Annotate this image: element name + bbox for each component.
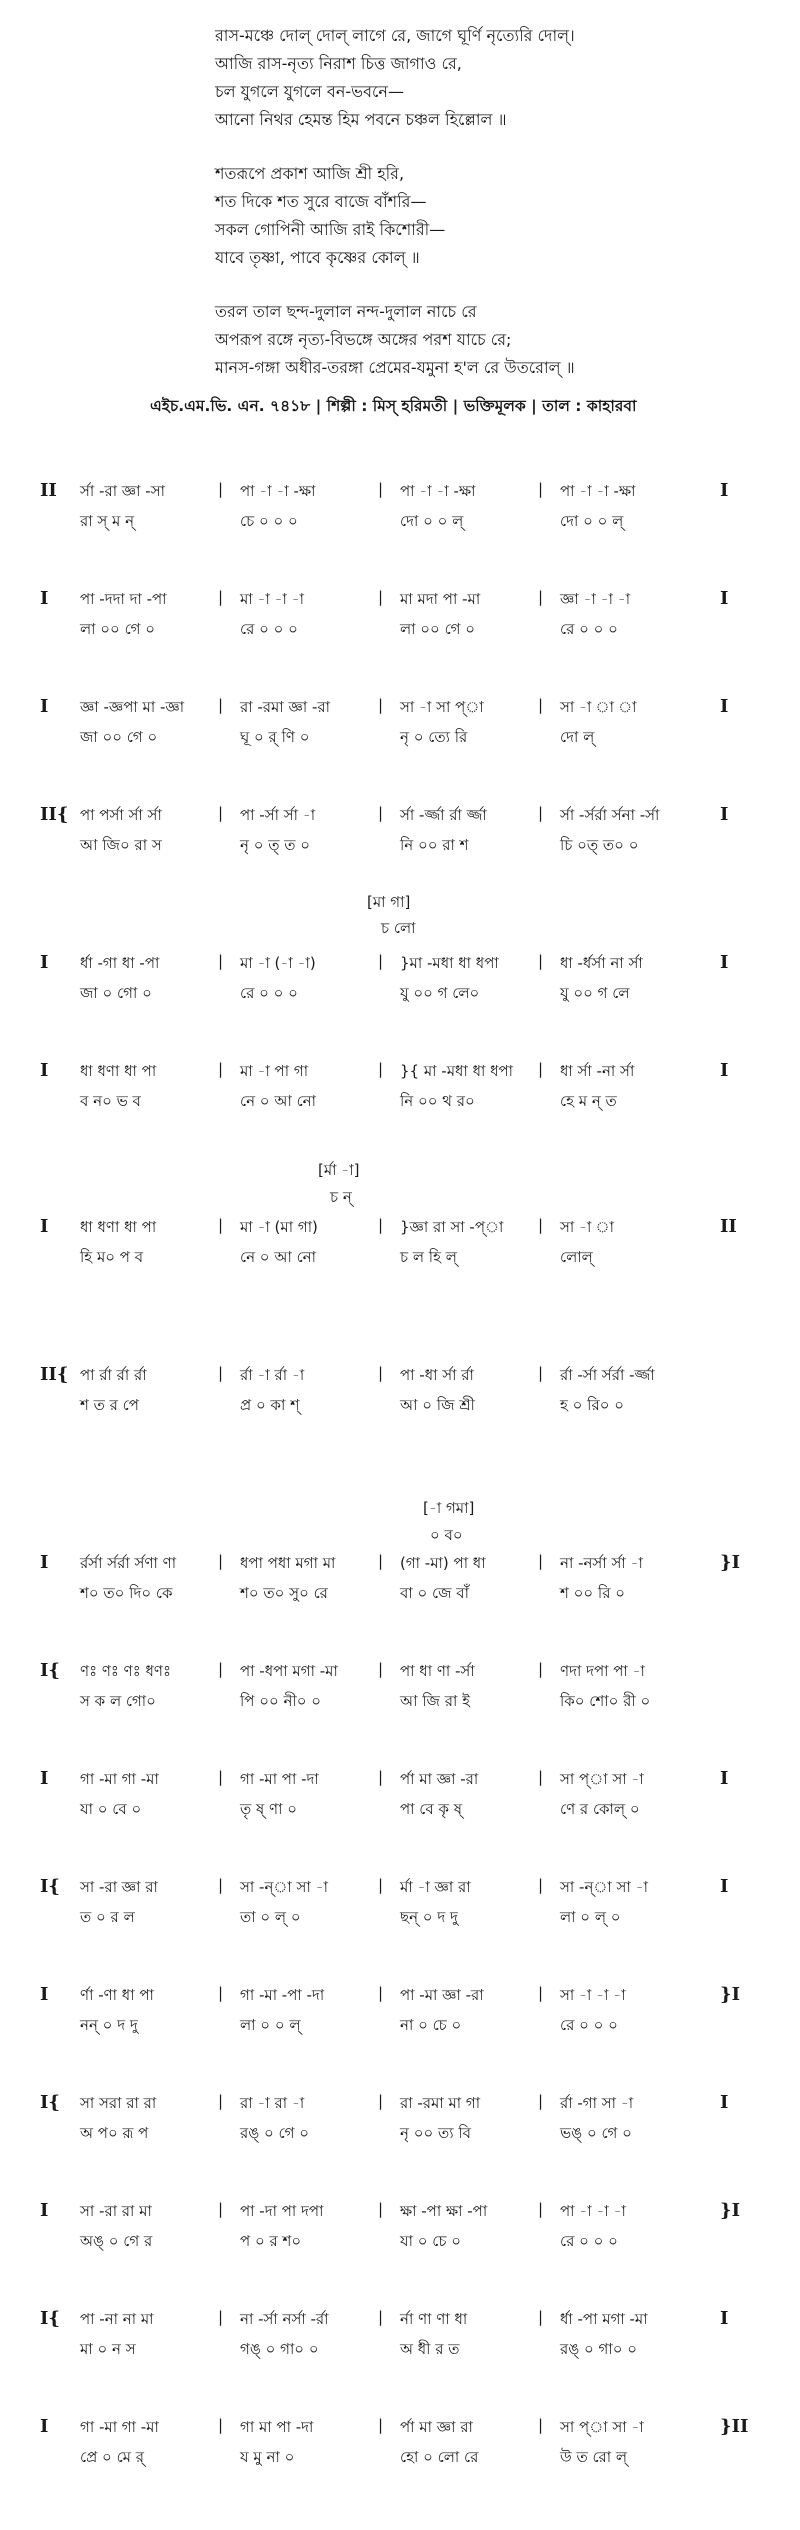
swara-cell: গা -মা পা -দা: [240, 1770, 319, 1788]
bar-start-marker: I: [40, 588, 49, 609]
syllable-line: [40, 1906, 770, 1932]
swara-cell: র্রর্সা র্সর্রা র্সণা ণা: [80, 1554, 177, 1572]
bar-divider: |: [218, 1984, 224, 2002]
syllable-line: [40, 2446, 770, 2472]
swara-cell: পা -র্সা র্সা -া: [240, 806, 316, 824]
swara-line: [40, 1364, 770, 1390]
syllable-cell: রঙ্ ০ গে ০: [240, 2124, 309, 2142]
syllable-line: [40, 2338, 770, 2364]
bar-divider: |: [378, 1216, 384, 1234]
bar-start-marker: I: [40, 1984, 49, 2005]
swara-cell: র্রা -গা সা -া: [560, 2094, 634, 2112]
syllable-cell: আ ০ জি শ্রী: [400, 1396, 475, 1414]
syllable-cell: শ০ ত০ দি০ কে: [80, 1584, 173, 1602]
syllable-cell: নৃ ০ ত্যে রি: [400, 728, 468, 746]
syllable-cell: নে ০ আ নো: [240, 1248, 316, 1266]
swara-cell: গা মা পা -দা: [240, 2418, 314, 2436]
swara-line: [40, 804, 770, 830]
swara-line: [40, 2200, 770, 2226]
syllable-cell: তা ০ ল্ ০: [240, 1908, 301, 1926]
notation-row: [40, 1984, 770, 2044]
swara-cell: সা -ন্া সা -া: [560, 1878, 648, 1896]
bar-start-marker: I: [40, 1552, 49, 1573]
syllable-cell: লা ০ ০ ল্: [240, 2016, 301, 2034]
bar-divider: |: [538, 1984, 544, 2002]
song-lyrics: [215, 22, 735, 408]
swara-cell: র্সা -রা জ্ঞা -সা: [80, 482, 165, 500]
bar-end-marker: }I: [720, 2200, 740, 2221]
syllable-cell: লা ০ ল্ ০: [560, 1908, 621, 1926]
bar-divider: |: [218, 588, 224, 606]
syllable-cell: রে ০ ০ ০: [560, 2232, 618, 2250]
syllable-cell: ত ০ র ল: [80, 1908, 135, 1926]
swara-cell: সা -া া: [560, 1218, 614, 1236]
swara-cell: ধা ধণা ধা পা: [80, 1062, 157, 1080]
swara-cell: সা -া া া: [560, 698, 637, 716]
bar-start-marker: I{: [40, 1660, 60, 1681]
syllable-cell: হি ম০ প ব: [80, 1248, 144, 1266]
bar-divider: |: [378, 588, 384, 606]
syllable-cell: যু ০০ গ লে: [560, 984, 630, 1002]
bar-start-marker: I: [40, 2416, 49, 2437]
bar-divider: |: [538, 2416, 544, 2434]
swara-cell: না -নর্সা র্সা -া: [560, 1554, 643, 1572]
syllable-cell: মা ০ ন স: [80, 2340, 136, 2358]
bar-divider: |: [378, 2092, 384, 2110]
lyric-line: তরল তাল ছন্দ-দুলাল নন্দ-দুলাল নাচে রে: [215, 302, 477, 321]
syllable-cell: পি ০০ নী০ ০: [240, 1692, 322, 1710]
bar-divider: |: [218, 952, 224, 970]
syllable-line: [40, 618, 770, 644]
bar-divider: |: [218, 2092, 224, 2110]
swara-cell: পা -ধপা মগা -মা: [240, 1662, 338, 1680]
swara-cell: না -র্সা নর্সা -র্রা: [240, 2310, 329, 2328]
notation-row: [40, 1060, 770, 1120]
bar-divider: |: [218, 1552, 224, 1570]
syllable-cell: দো ল্: [560, 728, 595, 746]
notation-row: [40, 804, 770, 864]
swara-cell: র্রা -া র্রা -া: [240, 1366, 305, 1384]
syllable-cell: নৃ ০ ত্ ত ০: [240, 836, 311, 854]
swara-cell: র্পা মা জ্ঞা -রা: [400, 1770, 479, 1788]
bar-divider: |: [378, 1364, 384, 1382]
syllable-cell: রে ০ ০ ০: [560, 620, 618, 638]
swara-cell: ধা র্সা -না র্সা: [560, 1062, 635, 1080]
swara-cell: }মা -মধা ধা ধপা: [400, 954, 499, 972]
swara-cell: মা -া পা গা: [240, 1062, 309, 1080]
syllable-line: [40, 510, 770, 536]
lyric-line: শত দিকে শত সুরে বাজে বাঁশরি—: [215, 192, 427, 211]
syllable-cell: পা বে কৃ ষ্: [400, 1800, 463, 1818]
swara-cell: ধা ধণা ধা পা: [80, 1218, 157, 1236]
syllable-cell: গঙ্ ০ গা০ ০: [240, 2340, 319, 2358]
bar-divider: |: [218, 480, 224, 498]
syllable-cell: বা ০ জে বাঁ: [400, 1584, 469, 1602]
bar-end-marker: I: [720, 480, 729, 501]
bar-start-marker: I{: [40, 2092, 60, 2113]
syllable-cell: রে ০ ০ ০: [240, 620, 298, 638]
swara-cell: ধপা পধা মগা মা: [240, 1554, 336, 1572]
notation-row: [40, 1552, 770, 1612]
bar-divider: |: [538, 588, 544, 606]
swara-cell: রা -রমা মা গা: [400, 2094, 481, 2112]
swara-cell: পা -া -া -ক্ষা: [560, 482, 636, 500]
bar-start-marker: I: [40, 696, 49, 717]
notation-row: [40, 696, 770, 756]
syllable-cell: রঙ্ ০ গা০ ০: [560, 2340, 637, 2358]
syllable-cell: শ ০০ রি ০: [560, 1584, 625, 1602]
syllable-cell: আ জি রা ই: [400, 1692, 470, 1710]
swara-cell: পা -দা পা দপা: [240, 2202, 324, 2220]
bar-start-marker: I: [40, 1216, 49, 1237]
syllable-cell: যা ০ চে ০: [400, 2232, 461, 2250]
syllable-cell: ভঙ্ ০ গে ০: [560, 2124, 632, 2142]
syllable-line: [40, 2230, 770, 2256]
syllable-cell: ব ন০ ভ ব: [80, 1092, 141, 1110]
swara-cell: র্রা -র্সা র্সর্রা -র্জ্জা: [560, 1366, 655, 1384]
syllable-cell: শ ত র পে: [80, 1396, 139, 1414]
swara-cell: সা -া সা প্া: [400, 698, 484, 716]
swara-line: [40, 1216, 770, 1242]
syllable-line: [40, 726, 770, 752]
swara-line: [40, 480, 770, 506]
bar-divider: |: [218, 2308, 224, 2326]
swara-cell: র্ধা -গা ধা -পা: [80, 954, 160, 972]
syllable-cell: য মু না ০: [240, 2448, 295, 2466]
bar-divider: |: [538, 2200, 544, 2218]
syllable-cell: অ প০ রূ প: [80, 2124, 149, 2142]
syllable-cell: অ ধী র ত: [400, 2340, 460, 2358]
syllable-line: [40, 1090, 770, 1116]
notation-row: [40, 480, 770, 540]
syllable-cell: লোল্: [560, 1248, 593, 1266]
swara-cell: র্সা -র্জ্জা র্রা র্জ্জা: [400, 806, 487, 824]
swara-cell: ক্ষা -পা ক্ষা -পা: [400, 2202, 488, 2220]
syllable-cell: স ক ল গো০: [80, 1692, 156, 1710]
syllable-cell: চি ০ত্ ত০ ০: [560, 836, 639, 854]
syllable-cell: যু ০০ গ লে০: [400, 984, 480, 1002]
bar-divider: |: [378, 2416, 384, 2434]
bar-divider: |: [378, 952, 384, 970]
bar-end-marker: I: [720, 1060, 729, 1081]
syllable-cell: নৃ ০০ ত্য বি: [400, 2124, 472, 2142]
lyric-line: মানস-গঙ্গা অধীর-তরঙ্গা প্রেমের-যমুনা হ'ল রে উতরোল্ ॥: [215, 358, 575, 377]
swara-line: [40, 696, 770, 722]
swara-cell: ধা -র্ধর্সা না র্সা: [560, 954, 643, 972]
notation-row: [40, 2200, 770, 2260]
swara-cell: মা -া -া -া: [240, 590, 305, 608]
bar-divider: |: [538, 804, 544, 822]
stanza: [215, 22, 735, 134]
notation-row: [40, 952, 770, 1012]
bar-end-marker: I: [720, 804, 729, 825]
swara-cell: গা -মা -পা -দা: [240, 1986, 325, 2004]
syllable-cell: জা ০ গো ০: [80, 984, 152, 1002]
bar-divider: |: [218, 1768, 224, 1786]
syllable-cell: লা ০০ গে ০: [400, 620, 476, 638]
bar-end-marker: I: [720, 2308, 729, 2329]
swara-cell: পা -া -া -ক্ষা: [240, 482, 316, 500]
bar-start-marker: II: [40, 480, 57, 501]
bar-divider: |: [218, 1876, 224, 1894]
lyric-line: অপরূপ রঙ্গে নৃত্য-বিভঙ্গে অঙ্গের পরশ যাচে রে;: [215, 330, 512, 349]
bar-divider: |: [218, 1216, 224, 1234]
bar-divider: |: [538, 1660, 544, 1678]
syllable-line: [40, 1798, 770, 1824]
swara-line: [40, 1060, 770, 1086]
lyric-line: সকল গোপিনী আজি রাই কিশোরী—: [215, 220, 446, 239]
swara-line: [40, 1768, 770, 1794]
swara-line: [40, 588, 770, 614]
syllable-cell: হে ম ন্ ত: [560, 1092, 617, 1110]
bar-divider: |: [378, 1876, 384, 1894]
bar-divider: |: [378, 1768, 384, 1786]
bar-end-marker: }II: [720, 2416, 749, 2437]
swara-cell: র্ধা -পা মগা -মা: [560, 2310, 648, 2328]
swara-cell: ণঃ ণঃ ণঃ ধণঃ: [80, 1662, 171, 1680]
swara-cell: পা -া -া -া: [560, 2202, 626, 2220]
syllable-cell: নি ০০ থ র০: [400, 1092, 475, 1110]
bar-divider: |: [378, 1984, 384, 2002]
syllable-cell: দো ০ ০ ল্: [400, 512, 464, 530]
syllable-line: [40, 2122, 770, 2148]
syllable-cell: উ ত রো ল্: [560, 2448, 628, 2466]
bar-divider: |: [538, 1216, 544, 1234]
bar-end-marker: }I: [720, 1984, 740, 2005]
syllable-cell: না ০ চে ০: [400, 2016, 462, 2034]
syllable-cell: নি ০০ রা শ: [400, 836, 469, 854]
swara-line: [40, 952, 770, 978]
bar-end-marker: I: [720, 1768, 729, 1789]
swara-cell: র্সা -র্সর্রা র্সনা -র্সা: [560, 806, 660, 824]
bar-divider: |: [218, 2416, 224, 2434]
syllable-cell: যা ০ বে ০: [80, 1800, 142, 1818]
syllable-cell: কি০ শো০ রী ০: [560, 1692, 651, 1710]
lyric-line: যাবে তৃষ্ণা, পাবে কৃষ্ণের কোল্ ॥: [215, 248, 420, 267]
syllable-cell: রে ০ ০ ০: [560, 2016, 618, 2034]
syllable-cell: শ০ ত০ সু০ রে: [240, 1584, 328, 1602]
bar-divider: |: [378, 696, 384, 714]
lyric-line: আনো নিথর হেমন্ত হিম পবনে চঞ্চল হিল্লোল ॥: [215, 110, 507, 129]
syllable-cell: হো ০ লো রে: [400, 2448, 479, 2466]
swara-cell: রা -রমা জ্ঞা -রা: [240, 698, 330, 716]
swara-cell: মা -া (মা গা): [240, 1218, 318, 1236]
notation-row: [40, 2092, 770, 2152]
syllable-cell: ণে র কোল্ ০: [560, 1800, 640, 1818]
syllable-cell: হ ০ রি০ ০: [560, 1396, 624, 1414]
swara-cell: সা -রা রা মা: [80, 2202, 152, 2220]
syllable-cell: চ ল হি ল্: [400, 1248, 457, 1266]
swara-line: [40, 1984, 770, 2010]
record-info: এইচ.এম.ভি. এন. ৭৪১৮ | শিল্পী : মিস্ হরিমতী | ভক্তিমূলক | তাল : কাহারবা: [150, 397, 637, 415]
annotation: [-া গমা]: [423, 1499, 475, 1517]
annotation: চ লো: [381, 919, 416, 937]
stanza: [215, 298, 735, 382]
swara-cell: পা -মা জ্ঞা -রা: [400, 1986, 484, 2004]
bar-end-marker: I: [720, 952, 729, 973]
swara-cell: পা -ধা র্সা র্রা: [400, 1366, 474, 1384]
swara-cell: }জ্ঞা রা সা -প্া: [400, 1218, 504, 1236]
syllable-line: [40, 1582, 770, 1608]
swara-line: [40, 2416, 770, 2442]
bar-start-marker: II{: [40, 804, 69, 825]
swara-line: [40, 2092, 770, 2118]
bar-divider: |: [538, 1364, 544, 1382]
swara-line: [40, 1876, 770, 1902]
notation-row: [40, 2416, 770, 2476]
syllable-cell: তৃ ষ্ ণা ০: [240, 1800, 298, 1818]
swara-cell: জ্ঞা -জ্ঞপা মা -জ্ঞা: [80, 698, 185, 716]
syllable-cell: নে ০ আ নো: [240, 1092, 316, 1110]
swara-cell: পা -দদা দা -পা: [80, 590, 167, 608]
notation-row: [40, 1876, 770, 1936]
bar-divider: |: [218, 804, 224, 822]
bar-divider: |: [538, 1876, 544, 1894]
swara-cell: সা প্া সা -া: [560, 2418, 644, 2436]
bar-divider: |: [218, 696, 224, 714]
bar-divider: |: [378, 1660, 384, 1678]
bar-divider: |: [538, 952, 544, 970]
bar-divider: |: [218, 2200, 224, 2218]
syllable-cell: নন্ ০ দ দু: [80, 2016, 138, 2034]
syllable-cell: ছন্ ০ দ দু: [400, 1908, 458, 1926]
bar-divider: |: [218, 1364, 224, 1382]
bar-divider: |: [378, 2308, 384, 2326]
syllable-line: [40, 1690, 770, 1716]
bar-end-marker: I: [720, 1876, 729, 1897]
swara-cell: সা -ন্া সা -া: [240, 1878, 328, 1896]
bar-end-marker: }I: [720, 1552, 740, 1573]
swara-cell: পা র্রা র্রা র্রা: [80, 1366, 147, 1384]
bar-divider: |: [378, 804, 384, 822]
stanza: [215, 160, 735, 272]
notation-row: [40, 1216, 770, 1276]
swara-cell: পা ধা ণা -র্সা: [400, 1662, 475, 1680]
bar-end-marker: II: [720, 1216, 737, 1237]
notation-row: [40, 1364, 770, 1424]
bar-divider: |: [538, 1552, 544, 1570]
lyric-line: রাস-মঞ্চে দোল্ দোল্ লাগে রে, জাগে ঘূর্ণি নৃত্যেরি দোল্।: [215, 26, 575, 45]
swara-line: [40, 2308, 770, 2334]
bar-divider: |: [218, 1660, 224, 1678]
swara-cell: সা -া -া -া: [560, 1986, 626, 2004]
swara-cell: পা পর্সা র্সা র্সা: [80, 806, 162, 824]
syllable-line: [40, 2014, 770, 2040]
bar-start-marker: I: [40, 1768, 49, 1789]
swara-cell: গা -মা গা -মা: [80, 2418, 159, 2436]
bar-end-marker: I: [720, 2092, 729, 2113]
syllable-cell: প ০ র শ০: [240, 2232, 302, 2250]
syllable-line: [40, 1246, 770, 1272]
swara-cell: ণদা দপা পা -া: [560, 1662, 645, 1680]
bar-divider: |: [378, 1552, 384, 1570]
bar-divider: |: [378, 1060, 384, 1078]
swara-cell: র্না ণা ণা ধা: [400, 2310, 468, 2328]
swara-cell: মা মদা পা -মা: [400, 590, 481, 608]
notation-row: [40, 588, 770, 648]
lyric-line: চল যুগলে যুগলে বন-ভবনে—: [215, 82, 404, 101]
swara-cell: র্পা মা জ্ঞা রা: [400, 2418, 473, 2436]
swara-cell: সা প্া সা -া: [560, 1770, 644, 1788]
swara-cell: র্মা -া জ্ঞা রা: [400, 1878, 471, 1896]
bar-divider: |: [378, 2200, 384, 2218]
swara-cell: মা -া (-া -া): [240, 954, 316, 972]
syllable-cell: আ জি০ রা স: [80, 836, 162, 854]
bar-divider: |: [538, 696, 544, 714]
notation-row: [40, 1768, 770, 1828]
syllable-cell: লা ০০ গে ০: [80, 620, 156, 638]
bar-divider: |: [218, 1060, 224, 1078]
bar-divider: |: [538, 1768, 544, 1786]
syllable-cell: ঘূ ০ র্ ণি ০: [240, 728, 310, 746]
swara-cell: পা -া -া -ক্ষা: [400, 482, 476, 500]
bar-start-marker: I: [40, 952, 49, 973]
lyric-line: আজি রাস-নৃত্য নিরাশ চিত্ত জাগাও রে,: [215, 54, 462, 73]
notation-row: [40, 2308, 770, 2368]
annotation: চ ন্: [330, 1188, 352, 1206]
swara-line: [40, 1552, 770, 1578]
swara-cell: র্ণা -ণা ধা পা: [80, 1986, 154, 2004]
syllable-cell: অঙ্ ০ গে র: [80, 2232, 153, 2250]
syllable-cell: প্রে ০ মে র্: [80, 2448, 145, 2466]
swara-cell: সা সরা রা রা: [80, 2094, 157, 2112]
bar-divider: |: [538, 1060, 544, 1078]
swara-cell: গা -মা গা -মা: [80, 1770, 159, 1788]
syllable-cell: রা স্ ম ন্: [80, 512, 135, 530]
bar-end-marker: I: [720, 588, 729, 609]
notation-row: [40, 1660, 770, 1720]
syllable-cell: রে ০ ০ ০: [240, 984, 298, 1002]
bar-divider: |: [538, 480, 544, 498]
syllable-line: [40, 1394, 770, 1420]
bar-start-marker: I{: [40, 2308, 60, 2329]
syllable-cell: দো ০ ০ ল্: [560, 512, 624, 530]
annotation: [মা গা]: [367, 893, 411, 911]
syllable-line: [40, 982, 770, 1008]
swara-line: [40, 1660, 770, 1686]
bar-start-marker: II{: [40, 1364, 69, 1385]
bar-divider: |: [538, 2308, 544, 2326]
bar-divider: |: [538, 2092, 544, 2110]
bar-start-marker: I{: [40, 1876, 60, 1897]
syllable-cell: প্র ০ কা শ্: [240, 1396, 300, 1414]
syllable-line: [40, 834, 770, 860]
swara-cell: সা -রা জ্ঞা রা: [80, 1878, 158, 1896]
bar-end-marker: I: [720, 696, 729, 717]
syllable-cell: চে ০ ০ ০: [240, 512, 298, 530]
bar-divider: |: [378, 480, 384, 498]
swara-cell: }{ মা -মধা ধা ধপা: [400, 1062, 514, 1080]
annotation: [র্মা -া]: [318, 1161, 360, 1179]
syllable-cell: জা ০০ গে ০: [80, 728, 158, 746]
swara-cell: পা -না না মা: [80, 2310, 154, 2328]
swara-cell: জ্ঞা -া -া -া: [560, 590, 631, 608]
swara-cell: (গা -মা) পা ধা: [400, 1554, 486, 1572]
bar-start-marker: I: [40, 1060, 49, 1081]
swara-cell: রা -া রা -া: [240, 2094, 305, 2112]
annotation: ০ ব০: [430, 1526, 463, 1544]
bar-start-marker: I: [40, 2200, 49, 2221]
lyric-line: শতরূপে প্রকাশ আজি শ্রী হরি,: [215, 164, 405, 183]
